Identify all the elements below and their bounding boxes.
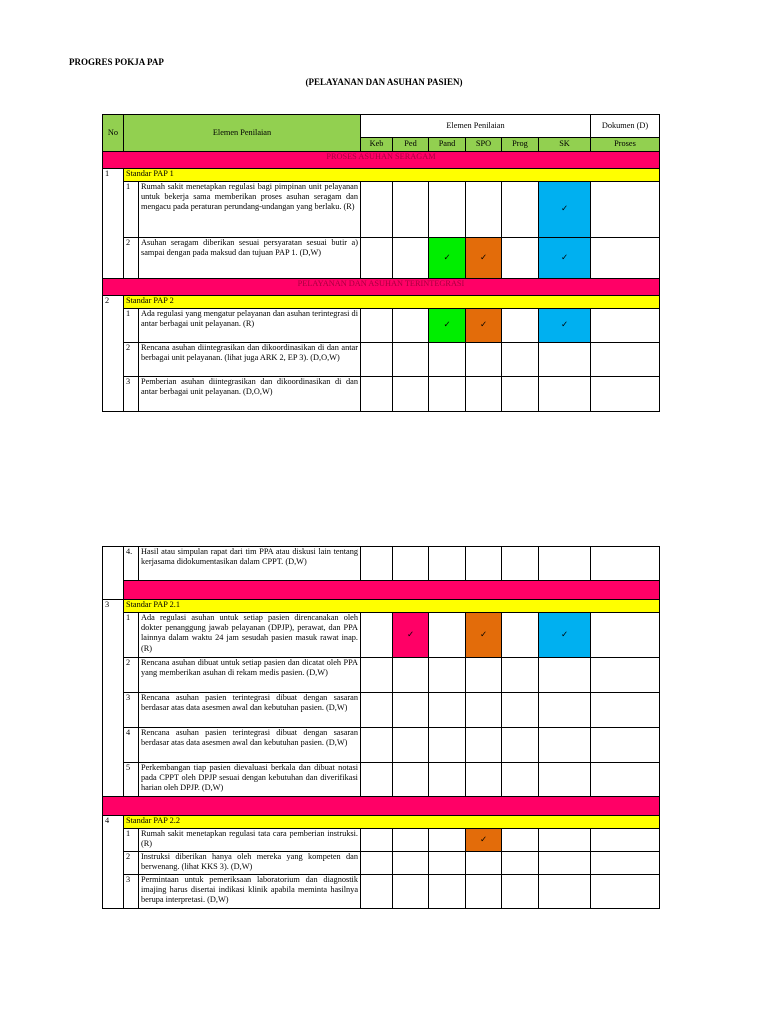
standard-label: Standar PAP 2.1 xyxy=(124,600,660,613)
assessment-table-part-2 xyxy=(102,546,660,909)
item-text: Hasil atau simpulan rapat dari tim PPA atau diskusi lain tentang kerjasama didokumentasikan dalam CPPT. (D,W) xyxy=(139,547,361,581)
standard-no: 3 xyxy=(103,600,124,797)
item-no: 2 xyxy=(124,852,139,875)
item-no: 1 xyxy=(124,309,139,343)
check-icon: ✓ xyxy=(466,829,502,852)
standard-label: Standar PAP 1 xyxy=(124,169,660,182)
check-icon: ✓ xyxy=(539,238,591,279)
header-prog: Prog xyxy=(502,138,539,152)
item-no: 4 xyxy=(124,728,139,763)
item-text: Ada regulasi yang mengatur pelayanan dan asuhan terintegrasi di antar berbagai unit pelayanan. (R) xyxy=(139,309,361,343)
item-no: 5 xyxy=(124,763,139,797)
header-no: No xyxy=(103,115,124,152)
header-elemen-penilaian-group: Elemen Penilaian xyxy=(361,115,591,138)
check-icon: ✓ xyxy=(429,309,466,343)
item-text: Pemberian asuhan diintegrasikan dan dikoordinasikan di dan antar berbagai unit pelayanan. (D,O,W) xyxy=(139,377,361,412)
header-elemen-penilaian: Elemen Penilaian xyxy=(124,115,361,152)
header-proses: Proses xyxy=(591,138,660,152)
item-no: 1 xyxy=(124,182,139,238)
standard-no: 4 xyxy=(103,816,124,909)
header-spo: SPO xyxy=(466,138,502,152)
item-text: Rumah sakit menetapkan regulasi bagi pimpinan unit pelayanan untuk bekerja sama memberikan proses asuhan seragam dan mengacu pada peraturan perundang-undangan yang berlaku. (R) xyxy=(139,182,361,238)
section-proses-asuhan-seragam: PROSES ASUHAN SERAGAM xyxy=(103,152,660,169)
item-no: 3 xyxy=(124,693,139,728)
item-text: Perkembangan tiap pasien dievaluasi berkala dan dibuat notasi pada CPPT oleh DPJP sesuai dengan kebutuhan dan diverifikasi harian oleh DPJP. (D,W) xyxy=(139,763,361,797)
item-no: 2 xyxy=(124,238,139,279)
section-separator xyxy=(124,581,660,600)
standard-label: Standar PAP 2.2 xyxy=(124,816,660,829)
item-no: 3 xyxy=(124,377,139,412)
standard-no: 2 xyxy=(103,296,124,412)
header-ped: Ped xyxy=(393,138,429,152)
item-no: 1 xyxy=(124,829,139,852)
check-icon: ✓ xyxy=(393,613,429,658)
item-no: 4. xyxy=(124,547,139,581)
item-text: Ada regulasi asuhan untuk setiap pasien direncanakan oleh dokter penanggung jawab pelayanan (DPJP), perawat, dan PPA lainnya dalam waktu 24 jam sesudah pasien masuk rawat inap. (R) xyxy=(139,613,361,658)
check-icon: ✓ xyxy=(539,309,591,343)
document-title: PROGRES POKJA PAP xyxy=(69,57,164,67)
item-text: Rumah sakit menetapkan regulasi tata cara pemberian instruksi. (R) xyxy=(139,829,361,852)
item-no: 1 xyxy=(124,613,139,658)
item-text: Asuhan seragam diberikan sesuai persyaratan sesuai butir a) sampai dengan pada maksud dan tujuan PAP 1. (D,W) xyxy=(139,238,361,279)
header-dokumen: Dokumen (D) xyxy=(591,115,660,138)
check-icon: ✓ xyxy=(539,182,591,238)
check-icon: ✓ xyxy=(429,238,466,279)
section-pelayanan-terintegrasi: PELAYANAN DAN ASUHAN TERINTEGRASI xyxy=(103,279,660,296)
document-subtitle: (PELAYANAN DAN ASUHAN PASIEN) xyxy=(305,77,463,87)
item-text: Rencana asuhan diintegrasikan dan dikoordinasikan di dan antar berbagai unit pelayanan. (lihat juga ARK 2, EP 3). (D,O,W) xyxy=(139,343,361,377)
check-icon: ✓ xyxy=(466,309,502,343)
header-sk: SK xyxy=(539,138,591,152)
standard-label: Standar PAP 2 xyxy=(124,296,660,309)
check-icon: ✓ xyxy=(466,238,502,279)
item-text: Instruksi diberikan hanya oleh mereka yang kompeten dan berwenang. (lihat KKS 3). (D,W) xyxy=(139,852,361,875)
item-no: 2 xyxy=(124,658,139,693)
section-separator xyxy=(103,797,660,816)
item-no: 2 xyxy=(124,343,139,377)
check-icon: ✓ xyxy=(539,613,591,658)
header-pand: Pand xyxy=(429,138,466,152)
standard-no: 1 xyxy=(103,169,124,279)
item-text: Rencana asuhan pasien terintegrasi dibuat dengan sasaran berdasar atas data asesmen awal dan kebutuhan pasien. (D,W) xyxy=(139,693,361,728)
header-keb: Keb xyxy=(361,138,393,152)
assessment-table-part-1 xyxy=(102,114,660,412)
check-icon: ✓ xyxy=(466,613,502,658)
item-text: Permintaan untuk pemeriksaan laboratorium dan diagnostik imajing harus disertai indikasi klinik apabila meminta hasilnya berupa interpretasi. (D,W) xyxy=(139,875,361,909)
item-no: 3 xyxy=(124,875,139,909)
item-text: Rencana asuhan dibuat untuk setiap pasien dan dicatat oleh PPA yang memberikan asuhan di rekam medis pasien. (D,W) xyxy=(139,658,361,693)
item-text: Rencana asuhan pasien terintegrasi dibuat dengan sasaran berdasar atas data asesmen awal dan kebutuhan pasien. (D,W) xyxy=(139,728,361,763)
